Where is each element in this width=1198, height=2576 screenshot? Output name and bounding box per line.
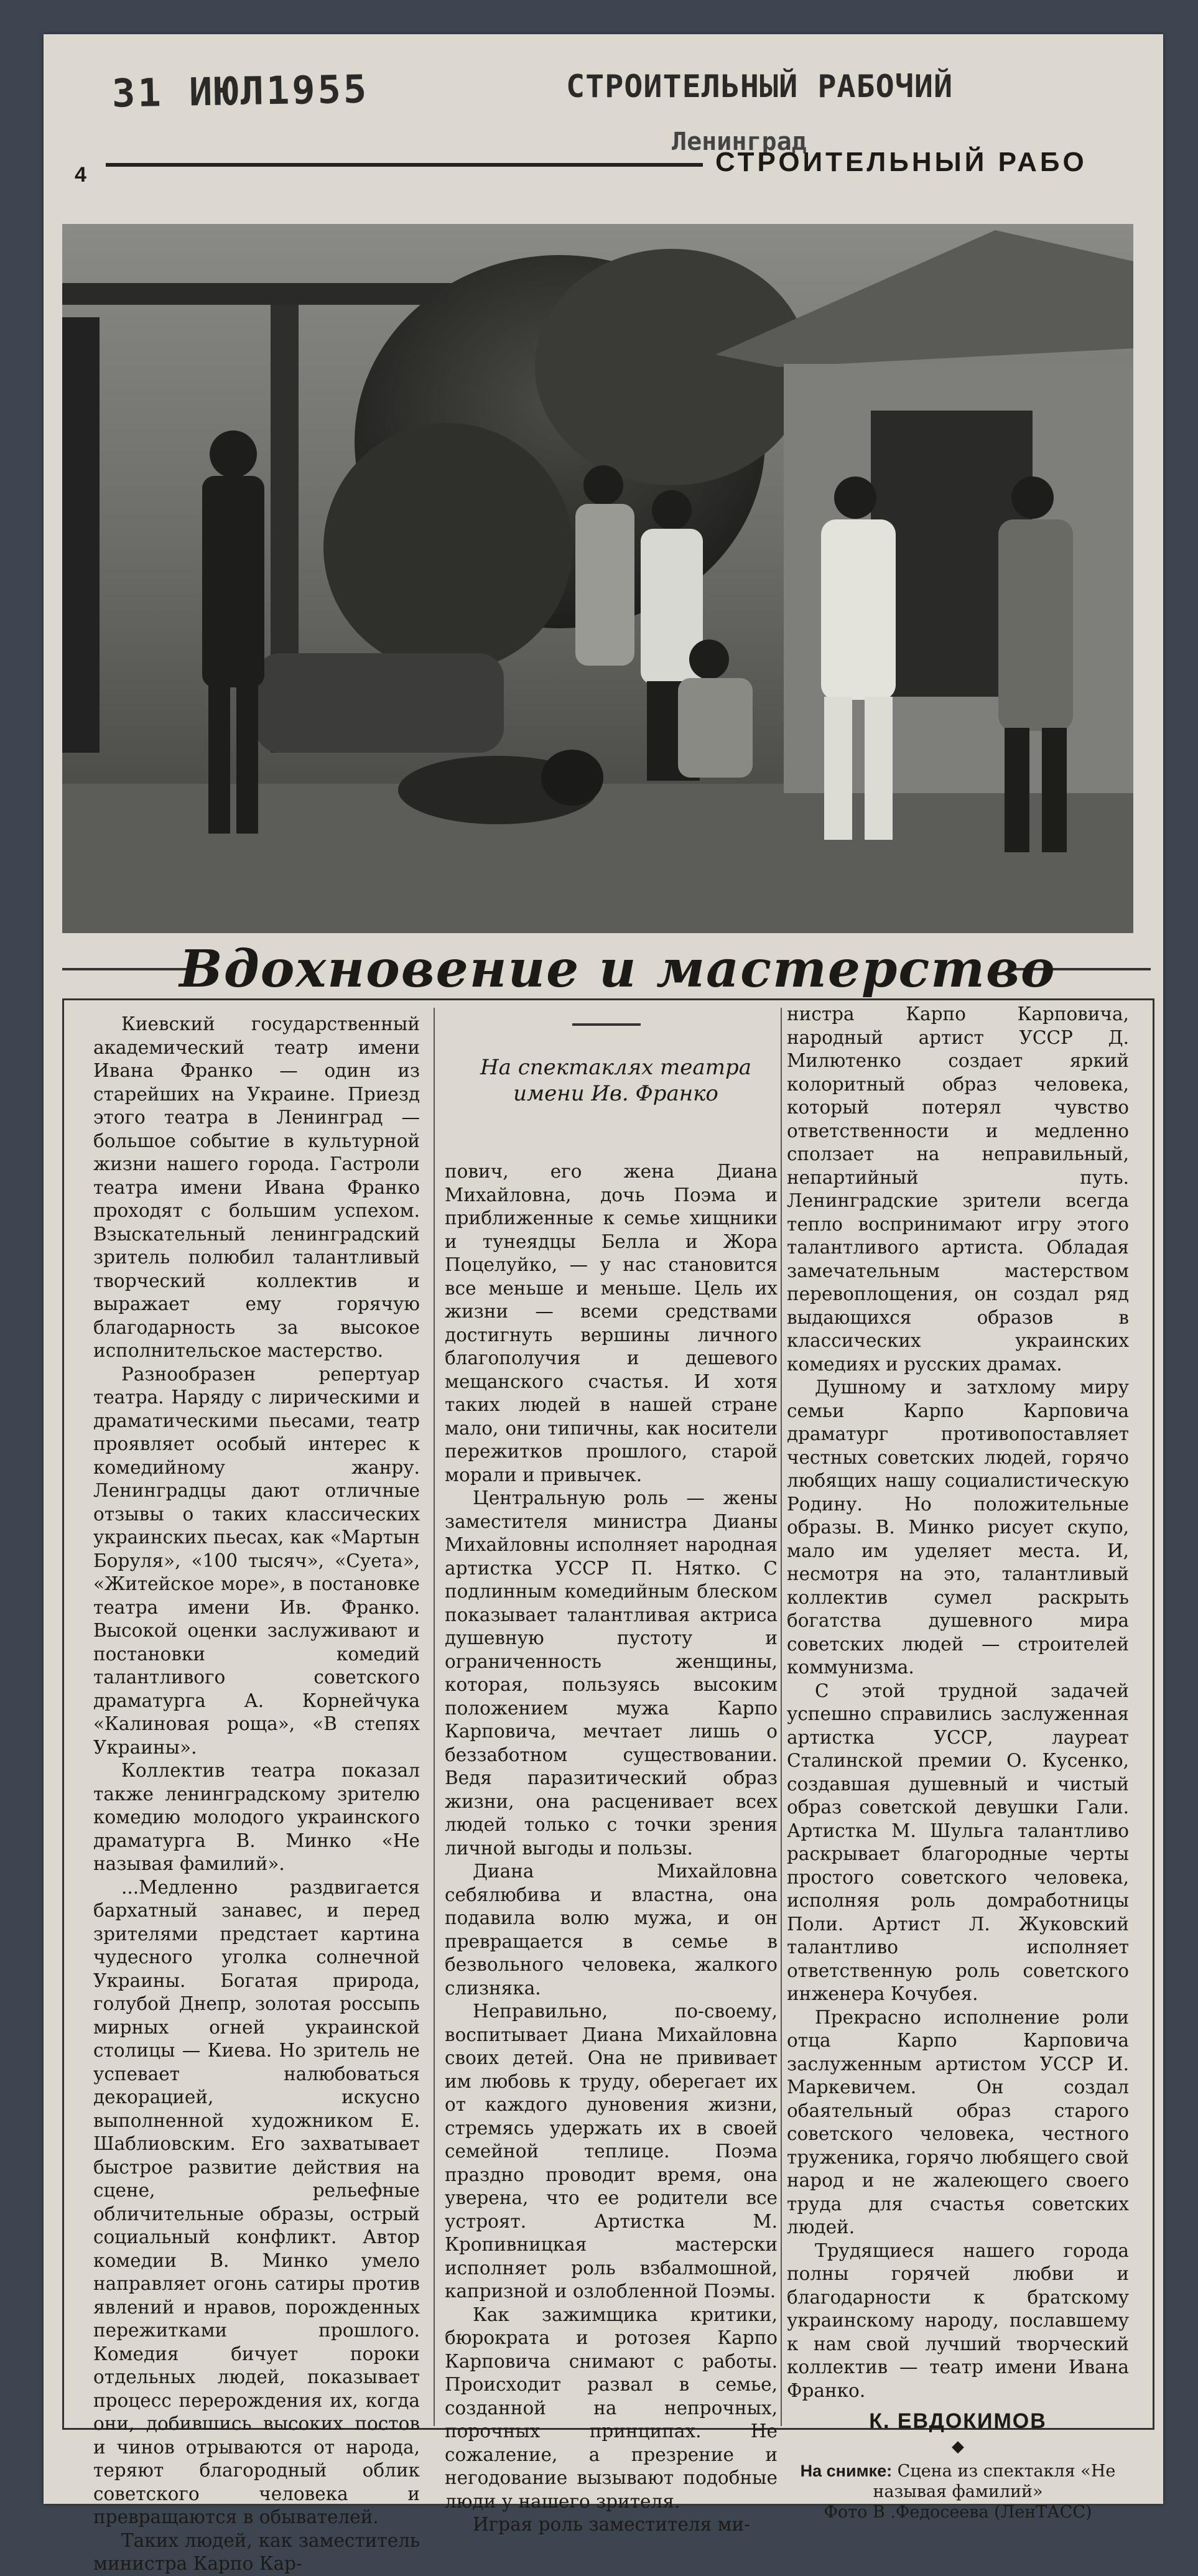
caption-label: На снимке: <box>800 2461 893 2480</box>
paragraph: Как зажимщика критики, бюрократа и ротозея Карпо Карповича снимают с работы. Происходит развал в семье, созданной на непрочных, порочных принципах. Не сожаление, а презрение и негодование вызывают подобные люди у нашего зрителя. <box>445 2304 778 2512</box>
paragraph: Разнообразен репертуар театра. Наряду с лирическими и драматическими пьесами, театр проявляет особый интерес к комедийному жанру. Ленинградцы дают отличные отзывы о таких классических украинских пьесах, как «Мартын Боруля», «100 тысяч», «Суета», «Житейское море», в постановке театра имени Ив. Франко. Высокой оценки заслуживают и постановки комедий талантливого советского драматурга А. Корнейчука «Калиновая роща», «В степях Украины». <box>93 1363 420 1758</box>
paragraph: Коллектив театра показал также ленинградскому зрителю комедию молодого украинского драматурга В. Минко «Не называя фамилий». <box>93 1760 420 1874</box>
paragraph: Киевский государственный академический театр имени Ивана Франко — один из старейших на Украине. Приезд этого театра в Ленинград — большое событие в культурной жизни нашего города. Гастроли театра имени Ивана Франко проходят с большим успехом. Взыскательный ленинградский зритель полюбил талантливый творческий коллектив и выражает ему горячую благодарность за высокое исполнительское мастерство. <box>93 1013 420 1361</box>
article-column-1 <box>93 1013 420 2576</box>
subhead-dash <box>572 1023 641 1026</box>
paragraph: С этой трудной задачей успешно справились заслуженная артистка УССР, лауреат Сталинской премии О. Кусенко, создавшая душевный и чистый образ советской девушки Гали. Артистка М. Шульга талантливо раскрывает благородные черты простого советского человека, исполняя роль домработницы Поли. Артист Л. Жуковский талантливо исполняет ответственную роль советского инженера Кочубея. <box>787 1680 1129 2004</box>
caption-credit: Фото В .Федосеева (ЛенТАСС) <box>824 2502 1092 2522</box>
ornament-diamond-icon: ◆ <box>952 2437 964 2456</box>
paragraph: Таких людей, как заместитель министра Карпо Кар- <box>93 2529 420 2574</box>
article-headline: Вдохновение и мастерство <box>179 939 1056 999</box>
article-column-2 <box>445 1160 778 2537</box>
paragraph: нистра Карпо Карповича, народный артист УССР Д. Милютенко создает яркий колоритный образ человека, который потерял чувство ответственности и медленно сползает на неправильный, непартийный путь. Ленинградские зрители всегда тепло воспринимают игру этого талантливого артиста. Обладая замечательным мастерством перевоплощения, он создал ряд выдающихся образов в классических украинских комедиях и русских драмах. <box>787 1003 1129 1375</box>
column-divider <box>781 1008 782 2426</box>
paragraph: Центральную роль — жены заместителя министра Дианы Михайловны исполняет народная артистка УССР П. Нятко. С подлинным комедийным блеском показывает талантливая актриса душевную пустоту и ограниченность женщины, которая, пользуясь высоким положением мужа Карпо Карповича, мечтает лишь о беззаботном существовании. Ведя паразитический образ жизни, она расценивает всех людей только с точки зрения личной выгоды и пользы. <box>445 1487 778 1859</box>
masthead-rule <box>106 163 703 167</box>
paragraph: ...Медленно раздвигается бархатный занавес, и перед зрителями предстает картина чудесного уголка солнечной Украины. Богатая природа, голубой Днепр, золотая россыпь мирных огней украинской столицы — Киева. Но зритель не успевает налюбоваться декорацией, искусно выполненной художником Е. Шаблиовским. Его захватывает быстрое развитие действия на сцене, рельефные обличительные образы, острый социальный конфликт. Автор комедии В. Минко умело направляет огонь сатиры против явлений и нравов, порожденных пережитками прошлого. Комедия бичует пороки отдельных людей, показывает процесс перерождения их, когда они, добившись высоких постов и чинов отрываются от народа, теряют благородный облик советского человека и превращаются в обывателей. <box>93 1876 420 2527</box>
photo-caption <box>787 2461 1129 2523</box>
caption-text: Сцена из спектакля «Не называя фамилий» <box>873 2461 1116 2501</box>
paragraph: Трудящиеся нашего города полны горячей любви и благодарности к братскому украинскому народу, пославшему к нам свой лучший творческий коллектив — театр имени Ивана Франко. <box>787 2239 1129 2401</box>
archive-paper-stamp: СТРОИТЕЛЬНЫЙ РАБОЧИЙ <box>566 68 954 105</box>
archive-city-stamp: Ленинград <box>672 128 807 156</box>
archive-date-stamp: 31 ИЮЛ1955 <box>111 66 369 116</box>
theatre-scene-photo <box>62 224 1133 933</box>
log-prop <box>255 653 504 753</box>
paragraph: пович, его жена Диана Михайловна, дочь Поэма и приближенные к семье хищники и тунеядцы Белла и Жора Поцелуйко, — у нас становится все меньше и меньше. Цель их жизни — всеми средствами достигнуть вершины личного благополучия и дешевого мещанского счастья. И хотя таких людей в нашей стране мало, они типичны, как носители пережитков прошлого, старой морали и привычек. <box>445 1161 778 1486</box>
page-number: 4 <box>75 163 86 187</box>
article-column-3 <box>787 1003 1129 2523</box>
column-divider <box>434 1008 435 2426</box>
paragraph: Прекрасно исполнение роли отца Карпо Карповича заслуженным артистом УССР И. Маркевичем. Он создал обаятельный образ старого советского человека, честного труженика, горячо любящего свой народ и не жалеющего своего труда для счастья советских людей. <box>787 2006 1129 2238</box>
paragraph: Диана Михайловна себялюбива и властна, она подавила волю мужа, и он превращается в семье в безвольного человека, жалкого слизняка. <box>445 1861 778 1999</box>
paragraph: Неправильно, по-своему, воспитывает Диана Михайловна своих детей. Она не прививает им любовь к труду, оберегает их от каждого дуновения жизни, стремясь удержать их в своей семейной теплице. Поэма праздно проводит время, она уверена, что ее родители все устроят. Артистка М. Кропивницкая мастерски исполняет роль взбалмошной, капризной и озлобленной Поэмы. <box>445 2001 778 2302</box>
masthead-title: СТРОИТЕЛЬНЫЙ РАБО <box>715 147 1087 177</box>
paragraph: Играя роль заместителя ми- <box>473 2514 751 2535</box>
article-author: К. ЕВДОКИМОВ <box>869 2409 1047 2433</box>
paragraph: Душному и затхлому миру семьи Карпо Карповича драматург противопоставляет честных советских людей, горячо любящих нашу социалистическую Родину. Но положительные образы. В. Минко рисует скупо, мало им уделяет места. И, несмотря на это, талантливый коллектив сумел раскрыть богатства душевного мира советских людей — строителей коммунизма. <box>787 1377 1129 1678</box>
article-subhead: На спектаклях театра имени Ив. Франко <box>480 1055 751 1106</box>
